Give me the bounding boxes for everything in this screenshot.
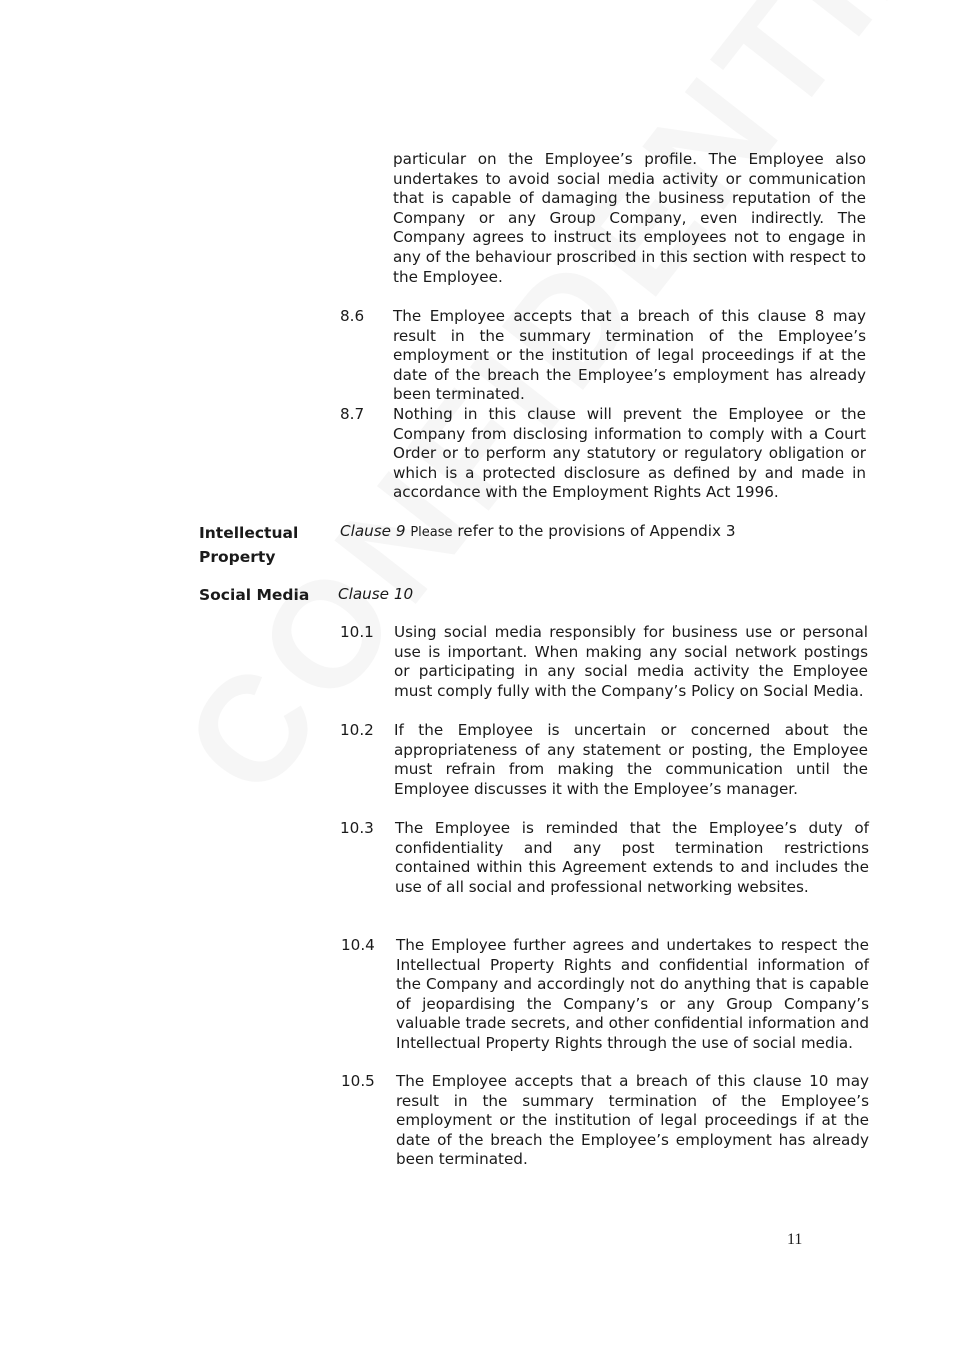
continuation-paragraph: particular on the Employee’s profile. The Employee also undertakes to avoid social media activity or communication that is capable of damaging the business reputation of the Company or any Group Company, even indirectly. The Company agrees to instruct its employees not to engage in any of the behaviour proscribed in this section with respect to the Employee. <box>393 150 866 286</box>
clause-number-8-6: 8.6 <box>340 307 365 325</box>
clause-text-8-7: Nothing in this clause will prevent the Employee or the Company from disclosing information to comply with a Court Order or to perform any statutory or regulatory obligation or which is a protected disclosure as defined by and made in accordance with the Employment Rights Act 1996. <box>393 405 866 502</box>
page-number: 11 <box>787 1231 803 1248</box>
clause-number-10-3: 10.3 <box>340 819 374 837</box>
clause-number-10-1: 10.1 <box>340 623 374 641</box>
clause-text-10-4: The Employee further agrees and undertakes to respect the Intellectual Property Rights and confidential information of the Company and accordingly not do anything that is capable of jeopardising the Company’s or any Group Company’s valuable trade secrets, and other confidential information and Intellectual Property Rights through the use of social media. <box>396 936 869 1052</box>
clause-text-10-2: If the Employee is uncertain or concerned about the appropriateness of any statement or posting, the Employee must refrain from making the communication until the Employee discusses it with the Employee’s manager. <box>394 721 868 798</box>
social-media-heading: Social Media <box>199 586 310 604</box>
clause-number-10-2: 10.2 <box>340 721 374 739</box>
clause-9-please: Please <box>410 525 453 540</box>
intellectual-property-heading <box>199 521 319 569</box>
clause-10-line <box>338 585 413 605</box>
clause-text-8-6: The Employee accepts that a breach of this clause 8 may result in the summary termination of the Employee’s employment or the institution of legal proceedings if at the date of the breach the Employee’s employment has already been terminated. <box>393 307 866 404</box>
heading-line-2: Property <box>199 548 276 566</box>
heading-line-1: Intellectual <box>199 524 299 542</box>
clause-9-text: refer to the provisions of Appendix 3 <box>452 522 736 540</box>
clause-text-10-3: The Employee is reminded that the Employee’s duty of confidentiality and any post termination restrictions contained within this Agreement extends to and includes the use of all social and professional networking websites. <box>395 819 869 896</box>
clause-9-line <box>340 522 736 543</box>
clause-10-label: Clause 10 <box>338 585 414 603</box>
clause-text-10-5: The Employee accepts that a breach of this clause 10 may result in the summary termination of the Employee’s employment or the institution of legal proceedings if at the date of the breach the Employee’s employment has already been terminated. <box>396 1072 869 1169</box>
clause-number-10-5: 10.5 <box>341 1072 375 1090</box>
clause-9-label: Clause 9 <box>340 522 406 540</box>
clause-number-8-7: 8.7 <box>340 405 365 423</box>
clause-text-10-1: Using social media responsibly for business use or personal use is important. When making any social network postings or participating in any social media activity the Employee must comply fully with the Company’s Policy on Social Media. <box>394 623 868 700</box>
clause-number-10-4: 10.4 <box>341 936 375 954</box>
